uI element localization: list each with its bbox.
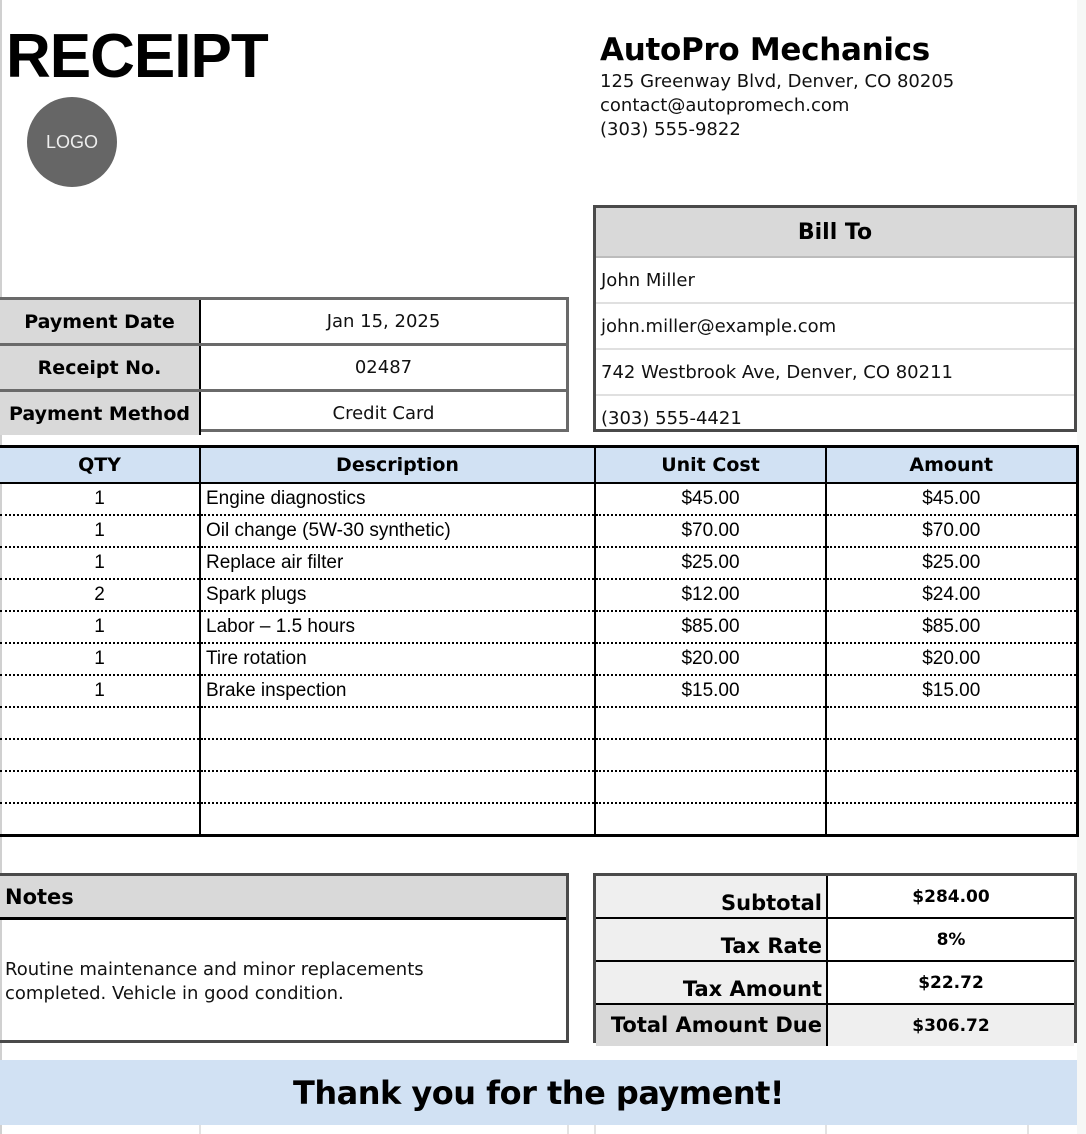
item-description[interactable]: Engine diagnostics bbox=[200, 483, 595, 515]
item-amount[interactable]: $20.00 bbox=[826, 643, 1077, 675]
table-row bbox=[0, 547, 1077, 579]
item-amount[interactable]: $45.00 bbox=[826, 483, 1077, 515]
item-qty[interactable]: 1 bbox=[0, 547, 200, 579]
tax-rate-row bbox=[596, 919, 1074, 962]
item-description[interactable]: Tire rotation bbox=[200, 643, 595, 675]
item-unit-cost[interactable] bbox=[595, 771, 826, 803]
item-qty[interactable]: 1 bbox=[0, 515, 200, 547]
bill-to-email[interactable]: john.miller@example.com bbox=[596, 304, 1074, 350]
item-description[interactable]: Spark plugs bbox=[200, 579, 595, 611]
payment-method-row bbox=[0, 392, 566, 435]
notes-text[interactable]: Routine maintenance and minor replacements completed. Vehicle in good condition. bbox=[5, 959, 424, 1004]
subtotal-value: $284.00 bbox=[912, 886, 990, 907]
item-amount[interactable]: $85.00 bbox=[826, 611, 1077, 643]
item-amount[interactable]: $70.00 bbox=[826, 515, 1077, 547]
grid-line bbox=[1027, 1125, 1029, 1134]
table-row bbox=[0, 483, 1077, 515]
grid-line bbox=[825, 1125, 827, 1134]
total-due-row bbox=[596, 1005, 1074, 1046]
item-qty[interactable]: 1 bbox=[0, 483, 200, 515]
item-description[interactable] bbox=[200, 771, 595, 803]
item-qty[interactable]: 2 bbox=[0, 579, 200, 611]
table-row-empty bbox=[0, 803, 1077, 836]
column-header-amount: Amount bbox=[826, 447, 1077, 484]
item-unit-cost[interactable] bbox=[595, 707, 826, 739]
item-amount[interactable] bbox=[826, 739, 1077, 771]
subtotal-row bbox=[596, 876, 1074, 919]
item-amount[interactable]: $25.00 bbox=[826, 547, 1077, 579]
item-unit-cost[interactable]: $70.00 bbox=[595, 515, 826, 547]
bill-to-box bbox=[593, 205, 1077, 432]
item-description[interactable]: Oil change (5W-30 synthetic) bbox=[200, 515, 595, 547]
table-row bbox=[0, 643, 1077, 675]
item-qty[interactable]: 1 bbox=[0, 611, 200, 643]
grid-line bbox=[594, 1125, 596, 1134]
payment-method-label: Payment Method bbox=[0, 392, 201, 435]
notes-heading: Notes bbox=[0, 876, 566, 920]
company-name: AutoPro Mechanics bbox=[600, 32, 930, 68]
item-amount[interactable]: $24.00 bbox=[826, 579, 1077, 611]
bill-to-name[interactable]: John Miller bbox=[596, 258, 1074, 304]
item-unit-cost[interactable]: $85.00 bbox=[595, 611, 826, 643]
total-due-value: $306.72 bbox=[828, 1005, 1074, 1046]
item-unit-cost[interactable] bbox=[595, 739, 826, 771]
logo-placeholder bbox=[27, 97, 117, 187]
company-phone: (303) 555-9822 bbox=[600, 119, 741, 140]
total-due-label: Total Amount Due bbox=[596, 1005, 828, 1046]
receipt-number-row bbox=[0, 346, 566, 392]
column-header-description: Description bbox=[200, 447, 595, 484]
table-row-empty bbox=[0, 707, 1077, 739]
bill-to-heading: Bill To bbox=[596, 208, 1074, 258]
item-amount[interactable] bbox=[826, 803, 1077, 836]
column-header-unit-cost: Unit Cost bbox=[595, 447, 826, 484]
payment-info-table bbox=[0, 297, 569, 432]
company-address: 125 Greenway Blvd, Denver, CO 80205 bbox=[600, 71, 955, 92]
table-row bbox=[0, 611, 1077, 643]
item-qty[interactable]: 1 bbox=[0, 675, 200, 707]
line-items-table bbox=[0, 445, 1079, 837]
payment-date-label: Payment Date bbox=[0, 300, 201, 343]
logo-text: LOGO bbox=[45, 131, 98, 152]
payment-date-value[interactable]: Jan 15, 2025 bbox=[326, 311, 441, 332]
item-description[interactable] bbox=[200, 707, 595, 739]
item-qty[interactable] bbox=[0, 803, 200, 836]
item-amount[interactable] bbox=[826, 771, 1077, 803]
item-description[interactable]: Replace air filter bbox=[200, 547, 595, 579]
item-qty[interactable] bbox=[0, 707, 200, 739]
grid-line bbox=[199, 1125, 201, 1134]
bill-to-address[interactable]: 742 Westbrook Ave, Denver, CO 80211 bbox=[596, 350, 1074, 396]
item-unit-cost[interactable]: $25.00 bbox=[595, 547, 826, 579]
payment-date-row bbox=[0, 300, 566, 346]
item-unit-cost[interactable]: $20.00 bbox=[595, 643, 826, 675]
item-unit-cost[interactable] bbox=[595, 803, 826, 836]
item-qty[interactable] bbox=[0, 771, 200, 803]
item-qty[interactable] bbox=[0, 739, 200, 771]
table-row bbox=[0, 515, 1077, 547]
table-row-empty bbox=[0, 771, 1077, 803]
subtotal-label: Subtotal bbox=[596, 876, 828, 917]
tax-rate-label: Tax Rate bbox=[596, 919, 828, 960]
receipt-title: RECEIPT bbox=[6, 22, 268, 91]
line-items-header-row bbox=[0, 447, 1077, 484]
item-description[interactable] bbox=[200, 739, 595, 771]
item-qty[interactable]: 1 bbox=[0, 643, 200, 675]
item-amount[interactable] bbox=[826, 707, 1077, 739]
tax-amount-label: Tax Amount bbox=[596, 962, 828, 1003]
item-description[interactable]: Brake inspection bbox=[200, 675, 595, 707]
table-row-empty bbox=[0, 739, 1077, 771]
item-description[interactable] bbox=[200, 803, 595, 836]
receipt-number-label: Receipt No. bbox=[0, 346, 201, 389]
company-email: contact@autopromech.com bbox=[600, 95, 850, 116]
thank-you-text: Thank you for the payment! bbox=[292, 1073, 784, 1112]
item-amount[interactable]: $15.00 bbox=[826, 675, 1077, 707]
notes-box bbox=[0, 873, 569, 1043]
bill-to-phone[interactable]: (303) 555-4421 bbox=[601, 407, 742, 429]
totals-table bbox=[593, 873, 1077, 1043]
tax-rate-value[interactable]: 8% bbox=[936, 929, 966, 950]
column-header-qty: QTY bbox=[0, 447, 200, 484]
thank-you-banner bbox=[0, 1060, 1077, 1125]
receipt-number-value[interactable]: 02487 bbox=[354, 357, 413, 378]
grid-line bbox=[567, 1125, 569, 1134]
item-unit-cost[interactable]: $12.00 bbox=[595, 579, 826, 611]
tax-amount-row bbox=[596, 962, 1074, 1005]
item-unit-cost[interactable]: $45.00 bbox=[595, 483, 826, 515]
table-row bbox=[0, 579, 1077, 611]
item-description[interactable]: Labor – 1.5 hours bbox=[200, 611, 595, 643]
table-row bbox=[0, 675, 1077, 707]
tax-amount-value: $22.72 bbox=[918, 972, 984, 993]
payment-method-value[interactable]: Credit Card bbox=[332, 403, 435, 424]
item-unit-cost[interactable]: $15.00 bbox=[595, 675, 826, 707]
